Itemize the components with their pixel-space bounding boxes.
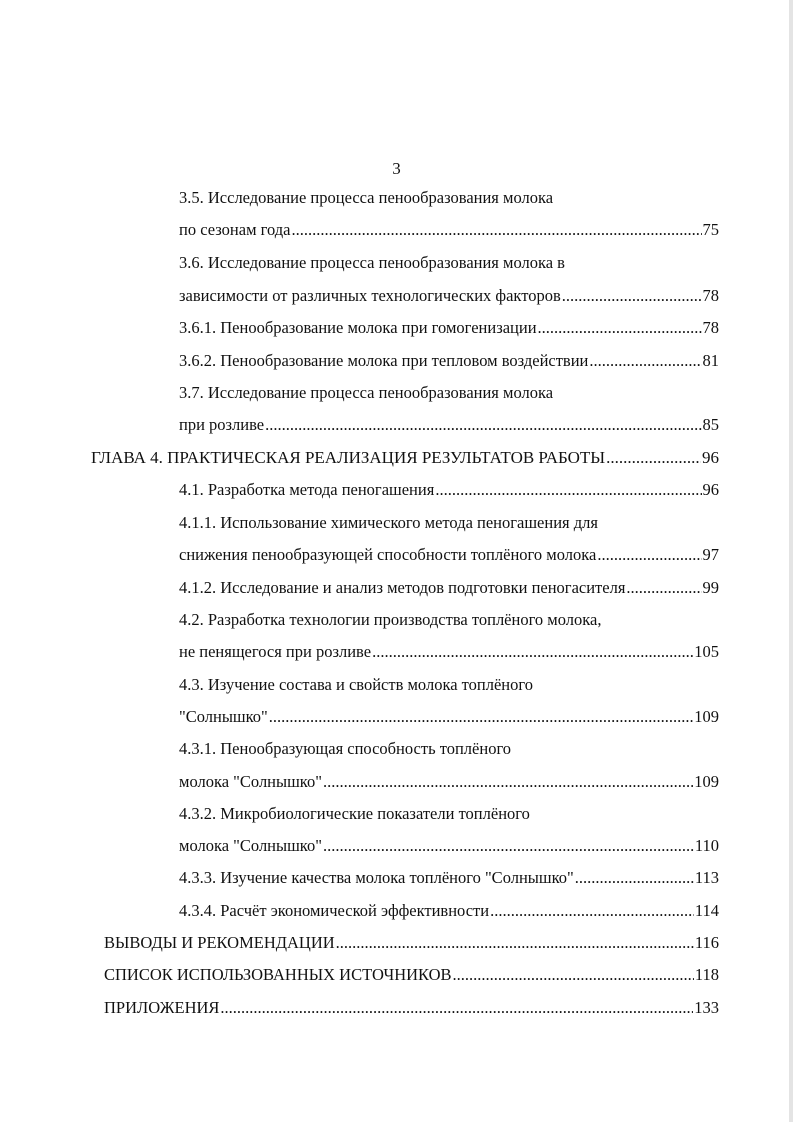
toc-leader-dots	[372, 640, 693, 664]
toc-entry	[179, 576, 719, 600]
toc-leader-dots	[292, 218, 702, 242]
toc-leader-dots	[265, 413, 701, 437]
toc-entry-title: молока "Солнышко"	[179, 836, 322, 855]
toc-entry-page: 96	[702, 448, 719, 467]
toc-entry-heading	[179, 511, 719, 535]
toc-section	[104, 963, 719, 987]
toc-entry-page: 81	[702, 351, 719, 370]
toc-entry-page: 110	[694, 836, 719, 855]
toc-entry-title: СПИСОК ИСПОЛЬЗОВАННЫХ ИСТОЧНИКОВ	[104, 965, 452, 984]
toc-leader-dots	[538, 316, 702, 340]
toc-entry-title: 4.1. Разработка метода пеногашения	[179, 480, 435, 499]
toc-entry-title: 4.2. Разработка технологии производства топлёного молока,	[179, 610, 602, 629]
toc-entry	[179, 834, 719, 858]
toc-leader-dots	[435, 478, 701, 502]
toc-entry	[179, 705, 719, 729]
toc-leader-dots	[323, 834, 694, 858]
toc-leader-dots	[269, 705, 693, 729]
toc-entry-heading	[179, 381, 719, 405]
toc-entry-title: ПРИЛОЖЕНИЯ	[104, 998, 220, 1017]
toc-entry-page: 96	[702, 480, 719, 499]
toc-entry-title: снижения пенообразующей способности топлёного молока	[179, 545, 597, 564]
toc-leader-dots	[490, 899, 694, 923]
toc-entry-title: при розливе	[179, 415, 265, 434]
toc-entry	[179, 478, 719, 502]
toc-entry-title: 3.5. Исследование процесса пенообразования молока	[179, 188, 554, 207]
toc-leader-dots	[575, 866, 694, 890]
toc-leader-dots	[597, 543, 701, 567]
scan-edge	[789, 0, 793, 1122]
toc-entry-title: 4.3.2. Микробиологические показатели топлёного	[179, 804, 530, 823]
toc-entry-page: 118	[694, 965, 719, 984]
toc-entry-heading	[179, 737, 719, 761]
toc-entry-heading	[179, 802, 719, 826]
toc-chapter	[91, 446, 719, 470]
toc-entry-title: 3.6.1. Пенообразование молока при гомогенизации	[179, 318, 537, 337]
toc-entry-title: 3.6.2. Пенообразование молока при тепловом воздействии	[179, 351, 589, 370]
toc-entry-page: 99	[702, 578, 719, 597]
toc-entry-page: 113	[694, 868, 719, 887]
toc-entry-page: 116	[694, 933, 719, 952]
toc-entry-title: 4.1.2. Исследование и анализ методов подготовки пеногасителя	[179, 578, 626, 597]
toc-entry-page: 133	[694, 998, 719, 1017]
toc-entry-title: 4.3.1. Пенообразующая способность топлёного	[179, 739, 512, 758]
toc-leader-dots	[626, 576, 701, 600]
toc-entry	[179, 284, 719, 308]
toc-entry	[179, 640, 719, 664]
toc-entry	[179, 316, 719, 340]
toc-leader-dots	[323, 770, 693, 794]
toc-entry-title: 4.3. Изучение состава и свойств молока топлёного	[179, 675, 533, 694]
toc-entry-title: ВЫВОДЫ И РЕКОМЕНДАЦИИ	[104, 933, 335, 952]
toc-entry-title: 3.7. Исследование процесса пенообразования молока	[179, 383, 554, 402]
toc-entry-page: 85	[702, 415, 719, 434]
toc-entry-title: ГЛАВА 4. ПРАКТИЧЕСКАЯ РЕАЛИЗАЦИЯ РЕЗУЛЬТАТОВ РАБОТЫ	[91, 448, 606, 467]
toc-entry-heading	[179, 608, 719, 632]
toc-leader-dots	[562, 284, 702, 308]
toc-entry-page: 109	[694, 707, 719, 726]
toc-entry-title: "Солнышко"	[179, 707, 268, 726]
toc-entry-title: по сезонам года	[179, 220, 291, 239]
toc-section	[104, 931, 719, 955]
toc-leader-dots	[589, 349, 701, 373]
toc-entry-heading	[179, 186, 719, 210]
toc-entry-page: 78	[702, 286, 719, 305]
toc-entry-title: 4.3.4. Расчёт экономической эффективности	[179, 901, 490, 920]
toc-entry-title: зависимости от различных технологических факторов	[179, 286, 561, 305]
toc-leader-dots	[453, 963, 694, 987]
toc-entry-heading	[179, 673, 719, 697]
toc-entry-heading	[179, 251, 719, 275]
toc-entry	[179, 413, 719, 437]
toc-entry	[179, 899, 719, 923]
toc-entry-page: 114	[694, 901, 719, 920]
toc-entry	[179, 770, 719, 794]
toc-section	[104, 996, 719, 1020]
page-number: 3	[392, 159, 401, 178]
toc-entry-page: 109	[694, 772, 719, 791]
toc-leader-dots	[606, 446, 701, 470]
toc-entry-title: 3.6. Исследование процесса пенообразования молока в	[179, 253, 565, 272]
toc-entry-page: 78	[702, 318, 719, 337]
toc-leader-dots	[220, 996, 693, 1020]
toc-entry	[179, 543, 719, 567]
toc-entry	[179, 218, 719, 242]
toc-entry	[179, 866, 719, 890]
toc-entry	[179, 349, 719, 373]
toc-entry-page: 105	[694, 642, 719, 661]
toc-entry-title: молока "Солнышко"	[179, 772, 322, 791]
toc-entry-page: 75	[702, 220, 719, 239]
toc-leader-dots	[336, 931, 694, 955]
toc-entry-title: 4.3.3. Изучение качества молока топлёного "Солнышко"	[179, 868, 574, 887]
toc-entry-title: не пенящегося при розливе	[179, 642, 372, 661]
toc-entry-title: 4.1.1. Использование химического метода пеногашения для	[179, 513, 598, 532]
toc-entry-page: 97	[702, 545, 719, 564]
